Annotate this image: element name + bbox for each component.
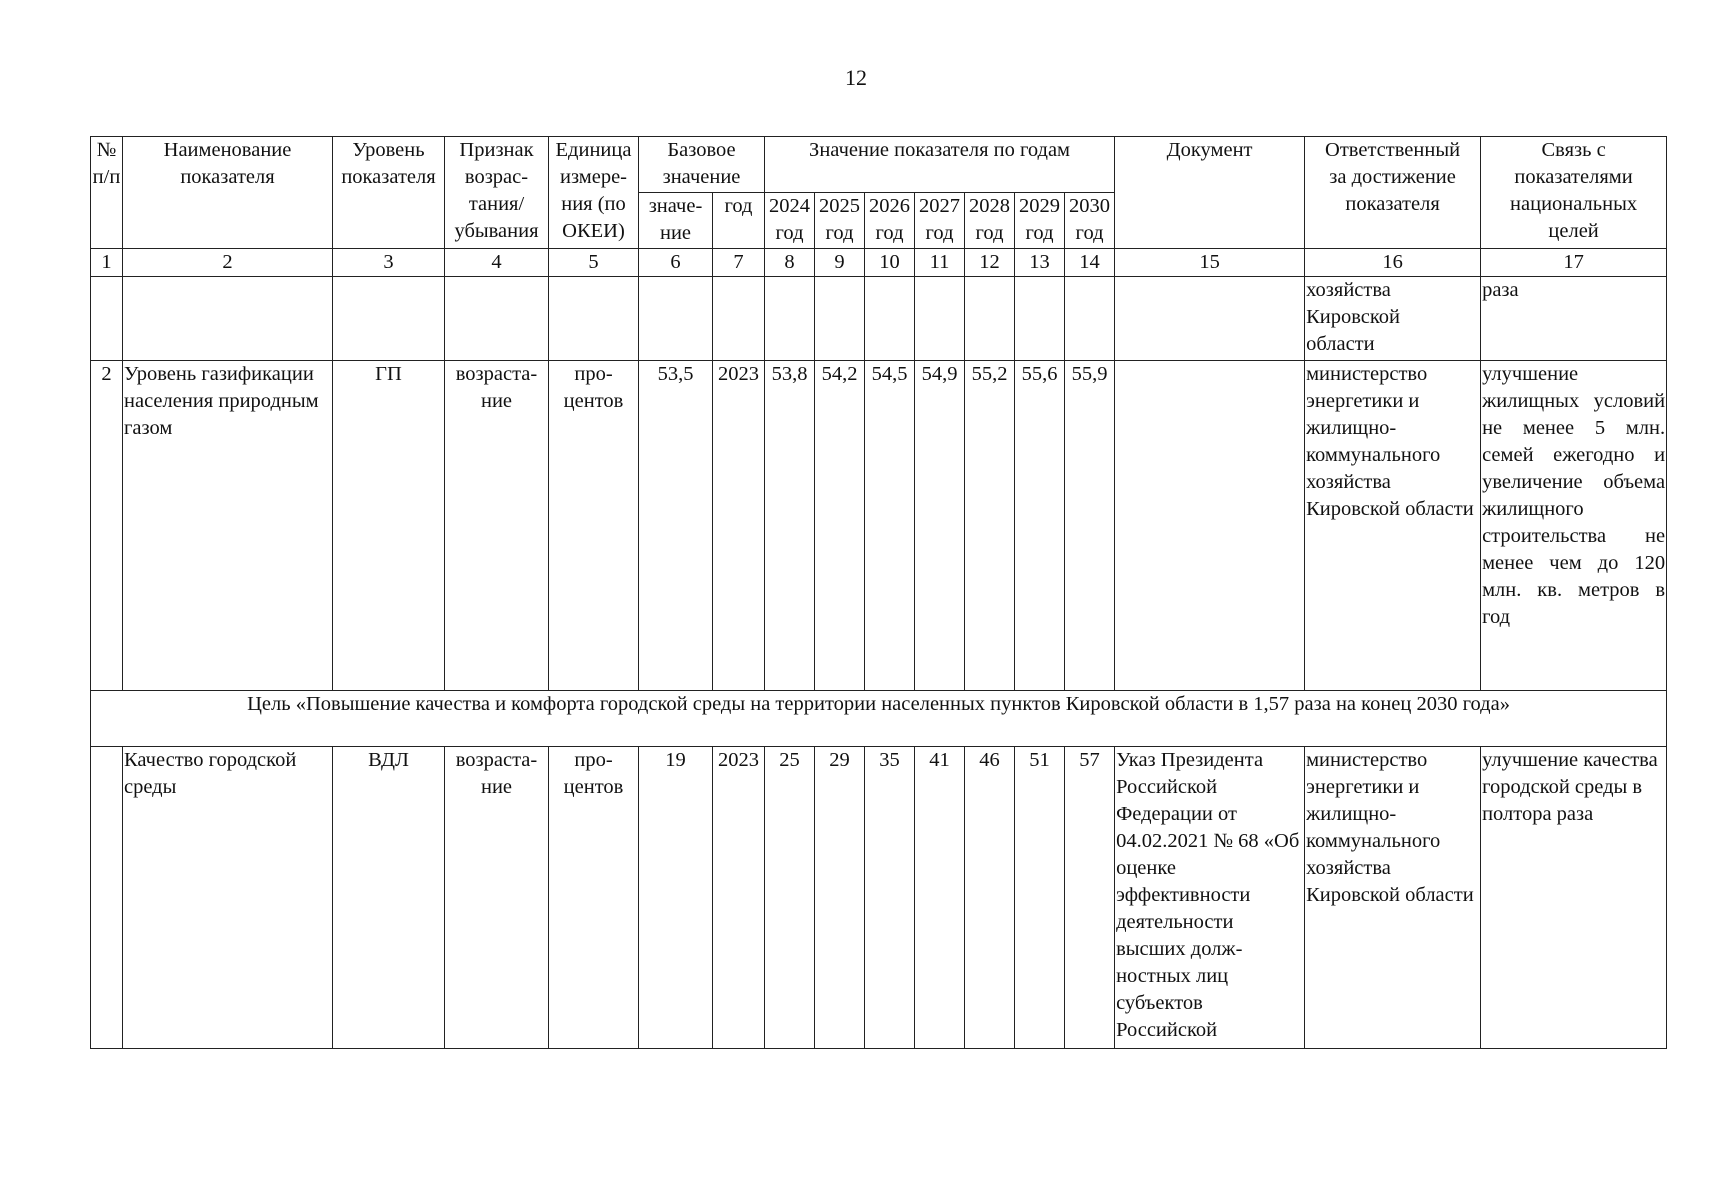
header-values-by-year: Значение показателя по годам: [765, 137, 1115, 193]
column-number: 11: [915, 249, 965, 277]
value-2030: 57: [1065, 747, 1115, 1049]
row-number: [91, 747, 123, 1049]
value-2027: 41: [915, 747, 965, 1049]
header-year-2027: 2027 год: [915, 193, 965, 249]
value-2030: 55,9: [1065, 361, 1115, 691]
base-year: 2023: [713, 747, 765, 1049]
row-number: 2: [91, 361, 123, 691]
indicator-name: Качество городской среды: [123, 747, 333, 1049]
link-cell: раза: [1481, 277, 1667, 361]
table-row-indicator-2: [91, 361, 1667, 691]
column-number: 3: [333, 249, 445, 277]
column-number: 6: [639, 249, 713, 277]
column-number: 13: [1015, 249, 1065, 277]
value-2024: 25: [765, 747, 815, 1049]
responsible-cell: хозяйства Кировской области: [1305, 277, 1481, 361]
value-2028: 55,2: [965, 361, 1015, 691]
column-number: 9: [815, 249, 865, 277]
header-year-2024: 2024 год: [765, 193, 815, 249]
empty-cell: [123, 277, 333, 361]
value-2029: 51: [1015, 747, 1065, 1049]
header-document: Документ: [1115, 137, 1305, 249]
column-numbers-row: [91, 249, 1667, 277]
header-level: Уровень показателя: [333, 137, 445, 249]
empty-cell: [965, 277, 1015, 361]
goal-text: Цель «Повышение качества и комфорта городской среды на территории населенных пунктов Кировской области в 1,57 раза на конец 2030 года»: [91, 691, 1667, 747]
empty-cell: [1065, 277, 1115, 361]
base-value: 19: [639, 747, 713, 1049]
value-2025: 54,2: [815, 361, 865, 691]
value-2025: 29: [815, 747, 865, 1049]
value-2024: 53,8: [765, 361, 815, 691]
page-number: 12: [845, 65, 867, 90]
empty-cell: [713, 277, 765, 361]
empty-cell: [1115, 277, 1305, 361]
indicator-name: Уровень газификации населения природным газом: [123, 361, 333, 691]
indicator-sign: возраста- ние: [445, 747, 549, 1049]
column-number: 5: [549, 249, 639, 277]
link-cell: улучшение качества городской среды в полтора раза: [1481, 747, 1667, 1049]
value-2028: 46: [965, 747, 1015, 1049]
header-year-2026: 2026 год: [865, 193, 915, 249]
empty-cell: [1015, 277, 1065, 361]
empty-cell: [915, 277, 965, 361]
column-number: 8: [765, 249, 815, 277]
header-base-value: значе- ние: [639, 193, 713, 249]
link-cell: улучшение жилищных условий не менее 5 млн. семей ежегодно и увеличение объема жилищного строительства не менее чем до 120 млн. кв. метров в год: [1481, 361, 1667, 691]
empty-cell: [91, 277, 123, 361]
column-number: 12: [965, 249, 1015, 277]
empty-cell: [333, 277, 445, 361]
header-year-2028: 2028 год: [965, 193, 1015, 249]
document-cell: [1115, 361, 1305, 691]
header-num: № п/п: [91, 137, 123, 249]
header-responsible: Ответственный за достижение показателя: [1305, 137, 1481, 249]
empty-cell: [549, 277, 639, 361]
header-unit: Единица измере- ния (по ОКЕИ): [549, 137, 639, 249]
column-number: 15: [1115, 249, 1305, 277]
value-2026: 35: [865, 747, 915, 1049]
header-link: Связь с показателями национальных целей: [1481, 137, 1667, 249]
empty-cell: [865, 277, 915, 361]
header-name: Наименование показателя: [123, 137, 333, 249]
empty-cell: [639, 277, 713, 361]
column-number: 2: [123, 249, 333, 277]
indicators-table: [90, 136, 1667, 1049]
empty-cell: [815, 277, 865, 361]
responsible-cell: министерство энергетики и жилищно-коммунального хозяйства Кировской области: [1305, 361, 1481, 691]
header-year-2030: 2030 год: [1065, 193, 1115, 249]
goal-row: [91, 691, 1667, 747]
responsible-cell: министерство энергетики и жилищно-коммунального хозяйства Кировской области: [1305, 747, 1481, 1049]
empty-cell: [445, 277, 549, 361]
column-number: 14: [1065, 249, 1115, 277]
indicator-level: ГП: [333, 361, 445, 691]
value-2027: 54,9: [915, 361, 965, 691]
table-row-continuation: [91, 277, 1667, 361]
header-year-2029: 2029 год: [1015, 193, 1065, 249]
indicator-sign: возраста- ние: [445, 361, 549, 691]
header-row: [91, 137, 1667, 193]
column-number: 1: [91, 249, 123, 277]
base-value: 53,5: [639, 361, 713, 691]
table-row-indicator-3: [91, 747, 1667, 1049]
indicator-unit: про- центов: [549, 747, 639, 1049]
column-number: 4: [445, 249, 549, 277]
empty-cell: [765, 277, 815, 361]
column-number: 16: [1305, 249, 1481, 277]
header-base: Базовое значение: [639, 137, 765, 193]
header-base-year: год: [713, 193, 765, 249]
column-number: 7: [713, 249, 765, 277]
header-year-2025: 2025 год: [815, 193, 865, 249]
indicator-unit: про- центов: [549, 361, 639, 691]
base-year: 2023: [713, 361, 765, 691]
column-number: 10: [865, 249, 915, 277]
value-2026: 54,5: [865, 361, 915, 691]
document-cell: Указ Президента Российской Федерации от 04.02.2021 № 68 «Об оценке эффективности деятельности высших долж-ностных лиц субъектов Российской: [1115, 747, 1305, 1049]
indicator-level: ВДЛ: [333, 747, 445, 1049]
value-2029: 55,6: [1015, 361, 1065, 691]
column-number: 17: [1481, 249, 1667, 277]
header-sign: Признак возрас- тания/ убывания: [445, 137, 549, 249]
